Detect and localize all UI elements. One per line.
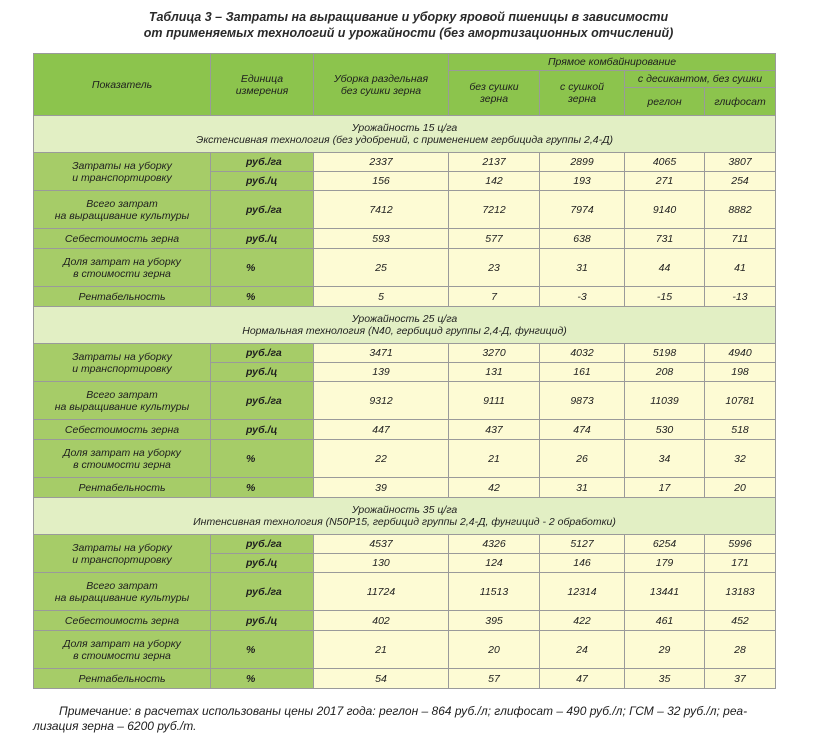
value-cell: 474 [540,420,625,440]
value-cell: 9312 [314,382,449,420]
row-label [34,669,211,689]
value-cell: 11513 [449,573,540,611]
section-yield: Урожайность 35 ц/га [351,504,458,516]
value-cell: 593 [314,229,449,249]
value-cell: 7974 [540,191,625,229]
row-label-line: в стоимости зерна [73,649,171,662]
row-label [34,420,211,440]
unit-cell: % [211,478,314,498]
value-cell: 638 [540,229,625,249]
value-cell: 198 [705,363,776,382]
row-label-line: Затраты на уборку [72,159,172,172]
value-cell: 2337 [314,153,449,172]
value-cell: 25 [314,249,449,287]
value-cell: 21 [314,631,449,669]
value-cell: 9111 [449,382,540,420]
unit-cell: % [211,440,314,478]
value-cell: 731 [625,229,705,249]
value-cell: -3 [540,287,625,307]
table-row [34,478,776,498]
value-cell: 3270 [449,344,540,363]
unit-cell: руб./ц [211,172,314,191]
footnote-line-1: Примечание: в расчетах использованы цены 2017 года: реглон – 864 руб./л; глифосат – 490 руб./л; ГСМ – 32 руб./л; реа- [59,704,748,718]
value-cell: 6254 [625,535,705,554]
header-with-drying: с сушкой зерна [540,71,625,116]
value-cell: -13 [705,287,776,307]
row-label-line: на выращивание культуры [54,209,190,222]
value-cell: 24 [540,631,625,669]
unit-cell: руб./га [211,382,314,420]
table-row [34,191,776,229]
table-row [34,631,776,669]
value-cell: 4032 [540,344,625,363]
value-cell: 171 [705,554,776,573]
row-label-line: Всего затрат [86,388,158,401]
row-label-line: в стоимости зерна [73,458,171,471]
table-row [34,611,776,631]
value-cell: 9140 [625,191,705,229]
row-label-line: в стоимости зерна [73,267,171,280]
header-separate-harvest: Уборка раздельная без сушки зерна [314,54,449,116]
value-cell: 4326 [449,535,540,554]
value-cell: 26 [540,440,625,478]
value-cell: 5996 [705,535,776,554]
value-cell: 5 [314,287,449,307]
header-direct-combining: Прямое комбайнирование [449,54,776,71]
header-unit: Единица измерения [211,54,314,116]
value-cell: 9873 [540,382,625,420]
value-cell: 711 [705,229,776,249]
table-row [34,573,776,611]
title-line-2: от применяемых технологий и урожайности (без амортизационных отчислений) [143,26,674,40]
value-cell: 42 [449,478,540,498]
row-label [34,153,211,191]
value-cell: 3807 [705,153,776,172]
row-label [34,535,211,573]
table-row [34,669,776,689]
unit-cell: руб./га [211,191,314,229]
value-cell: 54 [314,669,449,689]
value-cell: 13441 [625,573,705,611]
table-row [34,440,776,478]
unit-cell: % [211,631,314,669]
value-cell: 4065 [625,153,705,172]
unit-cell: руб./ц [211,611,314,631]
table-row [34,382,776,420]
header-indicator: Показатель [34,54,211,116]
value-cell: 4537 [314,535,449,554]
value-cell: 146 [540,554,625,573]
row-label [34,344,211,382]
title-line-1: Таблица 3 – Затраты на выращивание и уборку яровой пшеницы в зависимости [148,10,669,24]
value-cell: 20 [705,478,776,498]
value-cell: 402 [314,611,449,631]
row-label-line: и транспортировку [72,171,172,184]
row-label [34,382,211,420]
unit-cell: руб./га [211,573,314,611]
value-cell: 29 [625,631,705,669]
value-cell: 518 [705,420,776,440]
value-cell: 7412 [314,191,449,229]
footnote-line-2: лизация зерна – 6200 руб./т. [33,719,197,733]
value-cell: 395 [449,611,540,631]
value-cell: 2899 [540,153,625,172]
table-row [34,249,776,287]
row-label [34,631,211,669]
value-cell: 142 [449,172,540,191]
section-yield: Урожайность 15 ц/га [351,122,458,134]
value-cell: 7 [449,287,540,307]
unit-cell: руб./ц [211,420,314,440]
table-row [34,229,776,249]
header-glyphosate: глифосат [705,88,776,116]
header-desiccant: с десикантом, без сушки [625,71,776,88]
value-cell: 11039 [625,382,705,420]
value-cell: 39 [314,478,449,498]
row-label [34,191,211,229]
row-label [34,287,211,307]
value-cell: 437 [449,420,540,440]
value-cell: 447 [314,420,449,440]
section-technology: Нормальная технология (N40, гербицид группы 2,4-Д, фунгицид) [242,325,567,337]
value-cell: 28 [705,631,776,669]
value-cell: -15 [625,287,705,307]
section-header [34,307,776,344]
value-cell: 31 [540,249,625,287]
row-label [34,573,211,611]
section-technology: Экстенсивная технология (без удобрений, с применением гербицида группы 2,4-Д) [196,134,613,146]
section-header-row [34,307,776,344]
value-cell: 8882 [705,191,776,229]
row-label [34,611,211,631]
value-cell: 20 [449,631,540,669]
row-label [34,478,211,498]
value-cell: 22 [314,440,449,478]
unit-cell: % [211,287,314,307]
footnote [33,704,783,734]
value-cell: 17 [625,478,705,498]
header-reglon: реглон [625,88,705,116]
value-cell: 422 [540,611,625,631]
row-label-line: Затраты на уборку [72,350,172,363]
table-title [0,9,817,41]
value-cell: 47 [540,669,625,689]
row-label [34,440,211,478]
unit-cell: руб./га [211,344,314,363]
row-label-line: Всего затрат [86,579,158,592]
value-cell: 3471 [314,344,449,363]
value-cell: 2137 [449,153,540,172]
unit-cell: руб./ц [211,363,314,382]
value-cell: 12314 [540,573,625,611]
row-label-line: Себестоимость зерна [64,614,180,627]
row-label-line: Доля затрат на уборку [63,255,181,268]
value-cell: 156 [314,172,449,191]
row-label-line: Доля затрат на уборку [63,637,181,650]
unit-cell: руб./ц [211,229,314,249]
section-header-row [34,498,776,535]
value-cell: 5127 [540,535,625,554]
row-label-line: Себестоимость зерна [64,423,180,436]
value-cell: 208 [625,363,705,382]
header-no-drying: без сушки зерна [449,71,540,116]
row-label-line: Всего затрат [86,197,158,210]
table-row [34,344,776,363]
value-cell: 124 [449,554,540,573]
row-label-line: и транспортировку [72,553,172,566]
value-cell: 32 [705,440,776,478]
unit-cell: руб./га [211,535,314,554]
row-label-line: Доля затрат на уборку [63,446,181,459]
value-cell: 21 [449,440,540,478]
section-header [34,498,776,535]
row-label-line: Затраты на уборку [72,541,172,554]
value-cell: 37 [705,669,776,689]
value-cell: 10781 [705,382,776,420]
value-cell: 179 [625,554,705,573]
row-label-line: на выращивание культуры [54,591,190,604]
value-cell: 452 [705,611,776,631]
value-cell: 7212 [449,191,540,229]
section-header [34,116,776,153]
table-row [34,420,776,440]
row-label-line: Рентабельность [78,290,166,303]
value-cell: 23 [449,249,540,287]
row-label-line: и транспортировку [72,362,172,375]
section-header-row [34,116,776,153]
row-label-line: Себестоимость зерна [64,232,180,245]
value-cell: 41 [705,249,776,287]
value-cell: 271 [625,172,705,191]
value-cell: 254 [705,172,776,191]
value-cell: 35 [625,669,705,689]
table-row [34,287,776,307]
section-yield: Урожайность 25 ц/га [351,313,458,325]
value-cell: 577 [449,229,540,249]
cost-table [33,53,776,689]
value-cell: 193 [540,172,625,191]
unit-cell: руб./ц [211,554,314,573]
unit-cell: % [211,669,314,689]
value-cell: 130 [314,554,449,573]
value-cell: 57 [449,669,540,689]
row-label [34,229,211,249]
value-cell: 139 [314,363,449,382]
value-cell: 31 [540,478,625,498]
value-cell: 161 [540,363,625,382]
value-cell: 44 [625,249,705,287]
row-label [34,249,211,287]
value-cell: 461 [625,611,705,631]
value-cell: 11724 [314,573,449,611]
value-cell: 4940 [705,344,776,363]
value-cell: 131 [449,363,540,382]
unit-cell: руб./га [211,153,314,172]
table-row [34,153,776,172]
value-cell: 530 [625,420,705,440]
value-cell: 5198 [625,344,705,363]
value-cell: 13183 [705,573,776,611]
table-row [34,535,776,554]
row-label-line: на выращивание культуры [54,400,190,413]
value-cell: 34 [625,440,705,478]
unit-cell: % [211,249,314,287]
section-technology: Интенсивная технология (N50P15, гербицид группы 2,4-Д, фунгицид - 2 обработки) [193,516,616,528]
row-label-line: Рентабельность [78,672,166,685]
row-label-line: Рентабельность [78,481,166,494]
